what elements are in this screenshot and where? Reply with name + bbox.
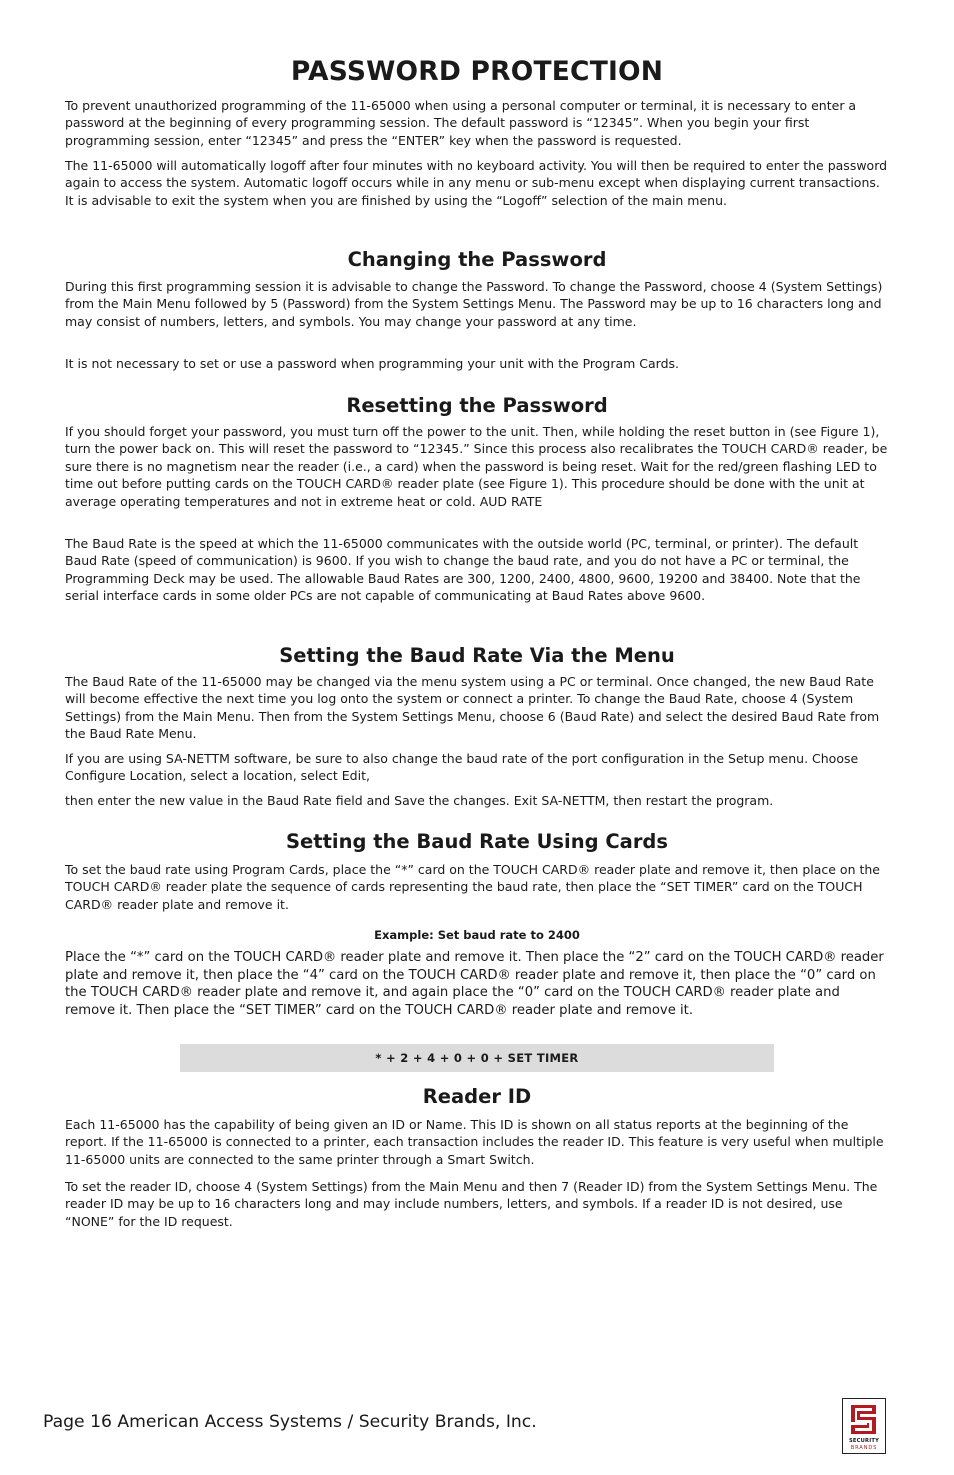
- baud-menu-paragraph-1: The Baud Rate of the 11-65000 may be changed via the menu system using a PC or terminal. Once changed, the new Baud Rate will become effective the next time you log onto the system or connect a printer. To change the Baud Rate, choose 4 (System Settings) from the Main Menu. Then from the System Settings Menu, choose 6 (Baud Rate) and select the desired Baud Rate from the Baud Rate Menu.: [65, 674, 880, 742]
- heading-resetting-password: Resetting the Password: [346, 394, 608, 417]
- heading-baud-cards: Setting the Baud Rate Using Cards: [285, 830, 668, 853]
- logo-emblem-icon: [847, 1402, 880, 1437]
- intro-paragraph-1: To prevent unauthorized programming of the 11-65000 when using a personal computer or terminal, it is necessary to enter a password at the beginning of every programming session. The default password is “12345”. When you begin your first programming session, enter “12345” and press the “ENTER” key when the password is requested.: [65, 98, 857, 148]
- resetting-paragraph-1: If you should forget your password, you must turn off the power to the unit. Then, while holding the reset button in (see Figure 1), turn the power back on. This will reset the password to “12345.” Since this process also recalibrates the TOUCH CARD® reader, be sure there is no magnetism near the reader (i.e., a card) when the password is being reset. Wait for the red/green flashing LED to time out before putting cards on the TOUCH CARD® reader plate (see Figure 1). This procedure should be done with the unit at average operating temperatures and not in extreme heat or cold. AUD RATE: [65, 424, 888, 509]
- card-sequence-box: * + 2 + 4 + 0 + 0 + SET TIMER: [180, 1044, 774, 1072]
- intro-paragraph-2: The 11-65000 will automatically logoff after four minutes with no keyboard activity. You will then be required to enter the password again to access the system. Automatic logoff occurs while in any menu or sub-menu except when displaying current transactions. It is advisable to exit the system when you are finished by using the “Logoff” selection of the main menu.: [65, 158, 888, 208]
- baud-menu-paragraph-2: If you are using SA-NETTM software, be sure to also change the baud rate of the port configuration in the Setup menu. Choose Configure Location, select a location, select Edit,: [65, 751, 859, 784]
- example-label: Example: Set baud rate to 2400: [374, 928, 580, 942]
- resetting-paragraph-2: The Baud Rate is the speed at which the 11-65000 communicates with the outside world (PC, terminal, or printer). The default Baud Rate (speed of communication) is 9600. If you wish to change the baud rate, and you do not have a PC or terminal, the Programming Deck may be used. The allowable Baud Rates are 300, 1200, 2400, 4800, 9600, 19200 and 38400. Note that the serial interface cards in some older PCs are not capable of communicating at Baud Rates above 9600.: [65, 536, 861, 604]
- page-footer: Page 16 American Access Systems / Security Brands, Inc.: [43, 1412, 537, 1432]
- heading-baud-menu: Setting the Baud Rate Via the Menu: [279, 644, 675, 667]
- heading-changing-password: Changing the Password: [347, 248, 607, 271]
- changing-paragraph-2: It is not necessary to set or use a password when programming your unit with the Program Cards.: [65, 356, 680, 371]
- logo-text-brands: BRANDS: [850, 1445, 878, 1451]
- heading-reader-id: Reader ID: [422, 1085, 532, 1108]
- page-title: PASSWORD PROTECTION: [290, 56, 664, 87]
- reader-id-paragraph-2: To set the reader ID, choose 4 (System Settings) from the Main Menu and then 7 (Reader ID) from the System Settings Menu. The reader ID may be up to 16 characters long and may include numbers, letters, and symbols. If a reader ID is not desired, use “NONE” for the ID request.: [65, 1179, 878, 1229]
- reader-id-paragraph-1: Each 11-65000 has the capability of being given an ID or Name. This ID is shown on all status reports at the beginning of the report. If the 11-65000 is connected to a printer, each transaction includes the reader ID. This feature is very useful when multiple 11-65000 units are connected to the same printer through a Smart Switch.: [65, 1117, 884, 1167]
- example-text: Place the “*” card on the TOUCH CARD® reader plate and remove it. Then place the “2” card on the TOUCH CARD® reader plate and remove it, then place the “4” card on the TOUCH CARD® reader plate and remove it, then place the “0” card on the TOUCH CARD® reader plate and remove it, and again place the “0” card on the TOUCH CARD® reader plate and remove it. Then place the “SET TIMER” card on the TOUCH CARD® reader plate and remove it.: [65, 950, 884, 1018]
- security-brands-logo: [842, 1398, 886, 1454]
- logo-text-security: SECURITY: [848, 1438, 880, 1444]
- baud-menu-paragraph-3: then enter the new value in the Baud Rate field and Save the changes. Exit SA-NETTM, then restart the program.: [65, 793, 774, 808]
- changing-paragraph-1: During this first programming session it is advisable to change the Password. To change the Password, choose 4 (System Settings) from the Main Menu followed by 5 (Password) from the System Settings Menu. The Password may be up to 16 characters long and may consist of numbers, letters, and symbols. You may change your password at any time.: [65, 279, 883, 329]
- baud-cards-paragraph-1: To set the baud rate using Program Cards, place the “*” card on the TOUCH CARD® reader plate and remove it, then place on the TOUCH CARD® reader plate the sequence of cards representing the baud rate, then place the “SET TIMER” card on the TOUCH CARD® reader plate and remove it.: [65, 862, 880, 912]
